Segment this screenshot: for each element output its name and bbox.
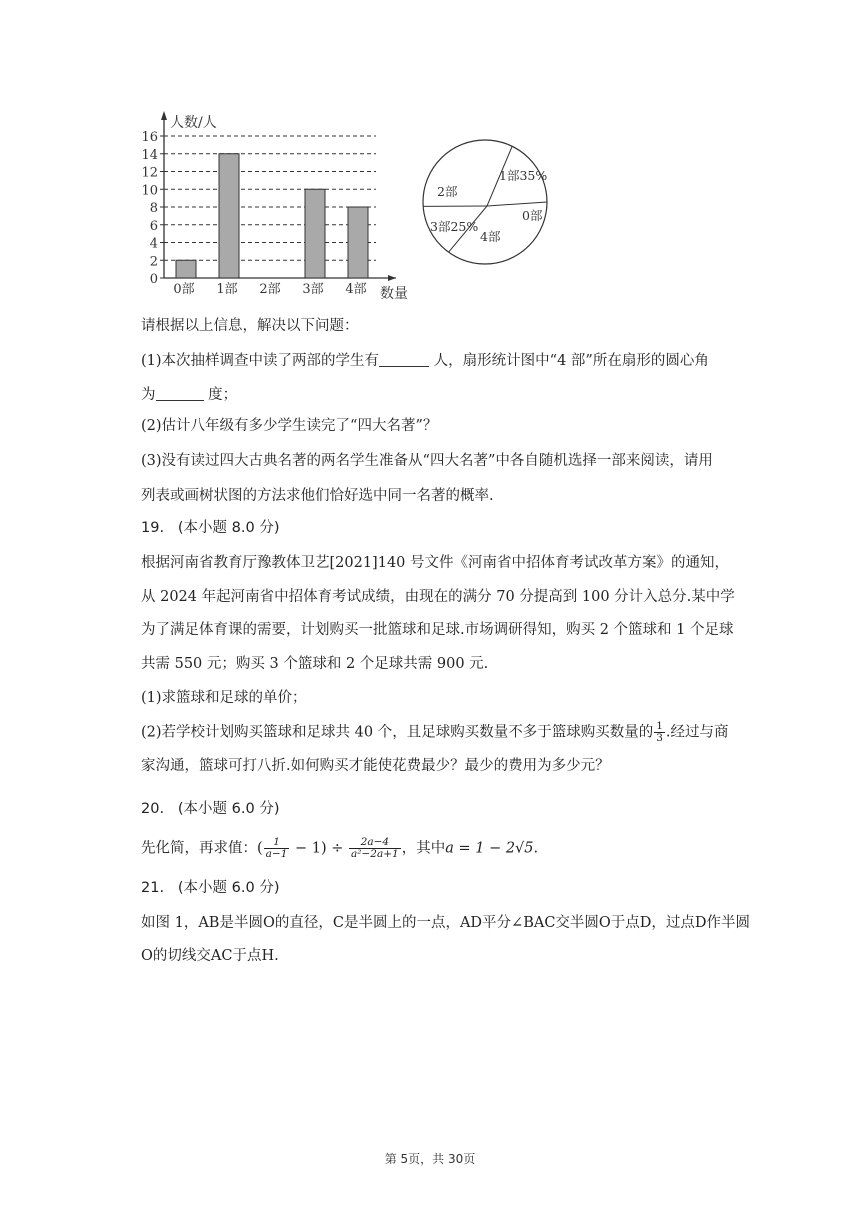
p20-text-a: 先化简，再求值：( bbox=[141, 840, 263, 857]
q1-text-b: 人，扇形统计图中“4 部”所在扇形的圆心角 bbox=[433, 353, 709, 369]
bar bbox=[219, 154, 239, 278]
fraction-denominator: a²−2a+1 bbox=[351, 848, 399, 860]
p19-q2-text-b: .经过与商 bbox=[665, 724, 729, 741]
p20-text-e: . bbox=[533, 840, 539, 857]
answer-blank-2[interactable] bbox=[156, 386, 204, 401]
problem-21-line-1: 如图 1，AB是半圆O的直径，C是半圆上的一点，AD平分∠BAC交半圆O于点D，过点D作半圆 bbox=[141, 915, 751, 931]
x-axis-arrow bbox=[388, 275, 396, 281]
fraction-one-third bbox=[654, 721, 665, 744]
pie-slice-label: 2部 bbox=[437, 184, 458, 199]
y-tick-label: 10 bbox=[141, 183, 158, 199]
pie-outline bbox=[423, 140, 547, 264]
y-tick-label: 8 bbox=[149, 201, 158, 216]
pie-slice-label: 1部35% bbox=[499, 168, 548, 183]
bar bbox=[305, 189, 325, 278]
fraction-numerator: 2a−4 bbox=[349, 837, 401, 849]
problem-20-title: 20. (本小题 6.0 分) bbox=[141, 801, 280, 817]
problem-20-expression bbox=[141, 837, 781, 860]
question-1-line-1 bbox=[141, 352, 781, 371]
bar bbox=[348, 207, 368, 278]
y-axis-arrow bbox=[161, 111, 167, 120]
page-footer: 第 5页，共 30页 bbox=[384, 1152, 476, 1166]
q1-text-c: 为 bbox=[141, 387, 156, 403]
x-tick-label: 4部 bbox=[345, 282, 367, 297]
pie-slice-label: 4部 bbox=[480, 229, 501, 244]
p20-condition: a = 1 − 2√5 bbox=[445, 840, 534, 857]
problem-21-line-2: O的切线交AC于点H. bbox=[141, 948, 279, 964]
charts-svg bbox=[138, 108, 548, 303]
x-tick-label: 0部 bbox=[173, 282, 195, 297]
y-tick-label: 2 bbox=[149, 254, 158, 270]
problem-19-line-1: 根据河南省教育厅豫教体卫艺[2021]140 号文件《河南省中招体育考试改革方案》的通知， bbox=[141, 555, 729, 571]
p20-text-b: − 1) ÷ bbox=[290, 840, 349, 857]
y-axis-title: 人数/人 bbox=[170, 115, 217, 131]
fraction-numerator: 1 bbox=[656, 720, 663, 732]
fraction-numerator: 1 bbox=[264, 837, 290, 849]
problem-19-title: 19. (本小题 8.0 分) bbox=[141, 520, 280, 536]
pie-slice-label: 0部 bbox=[522, 208, 543, 223]
x-axis-title: 数量 bbox=[380, 286, 408, 302]
x-tick-label: 1部 bbox=[216, 282, 238, 297]
fraction-1-over-a-minus-1 bbox=[264, 837, 290, 860]
y-tick-label: 6 bbox=[149, 218, 158, 234]
problem-19-question-2-line-2: 家沟通，篮球可打八折.如何购买才能使花费最少？最少的费用为多少元？ bbox=[141, 758, 610, 774]
question-3-line-1: (3)没有读过四大古典名著的两名学生准备从“四大名著”中各自随机选择一部来阅读，请用 bbox=[141, 453, 713, 469]
x-tick-label: 2部 bbox=[259, 282, 281, 297]
q1-text-a: (1)本次抽样调查中读了两部的学生有 bbox=[141, 353, 380, 369]
q1-text-d: 度； bbox=[208, 387, 238, 403]
pie-slice-label: 3部25% bbox=[430, 219, 479, 234]
x-tick-label: 3部 bbox=[302, 282, 324, 297]
statistics-figure bbox=[138, 108, 548, 303]
bar bbox=[176, 260, 196, 278]
y-tick-label: 4 bbox=[149, 236, 158, 252]
y-tick-label: 12 bbox=[141, 165, 158, 181]
question-1-line-2 bbox=[141, 386, 781, 405]
y-tick-label: 14 bbox=[141, 147, 158, 163]
answer-blank-1[interactable] bbox=[379, 352, 429, 367]
fraction-denominator: 3 bbox=[656, 732, 663, 744]
problem-19-question-2-line-1 bbox=[141, 721, 781, 744]
y-tick-label: 0 bbox=[149, 272, 158, 287]
intro-text: 请根据以上信息，解决以下问题： bbox=[141, 318, 359, 334]
p19-q2-text-a: (2)若学校计划购买篮球和足球共 40 个，且足球购买数量不多于篮球购买数量的 bbox=[141, 724, 654, 741]
question-2: (2)估计八年级有多少学生读完了“四大名著”？ bbox=[141, 418, 438, 434]
fraction-denominator: a−1 bbox=[265, 848, 288, 860]
question-3-line-2: 列表或画树状图的方法求他们恰好选中同一名著的概率. bbox=[141, 488, 494, 504]
problem-19-line-3: 为了满足体育课的需要，计划购买一批篮球和足球.市场调研得知，购买 2 个篮球和 1 个足球 bbox=[141, 622, 734, 638]
problem-21-title: 21. (本小题 6.0 分) bbox=[141, 880, 280, 896]
problem-19-line-4: 共需 550 元；购买 3 个篮球和 2 个足球共需 900 元. bbox=[141, 656, 489, 672]
problem-19-line-2: 从 2024 年起河南省中招体育考试成绩，由现在的满分 70 分提高到 100 分计入总分.某中学 bbox=[141, 589, 735, 605]
problem-19-question-1: (1)求篮球和足球的单价； bbox=[141, 690, 307, 706]
fraction-2a-minus-4 bbox=[349, 837, 401, 860]
p20-text-c: ，其中 bbox=[401, 840, 446, 857]
y-tick-label: 16 bbox=[141, 130, 158, 145]
